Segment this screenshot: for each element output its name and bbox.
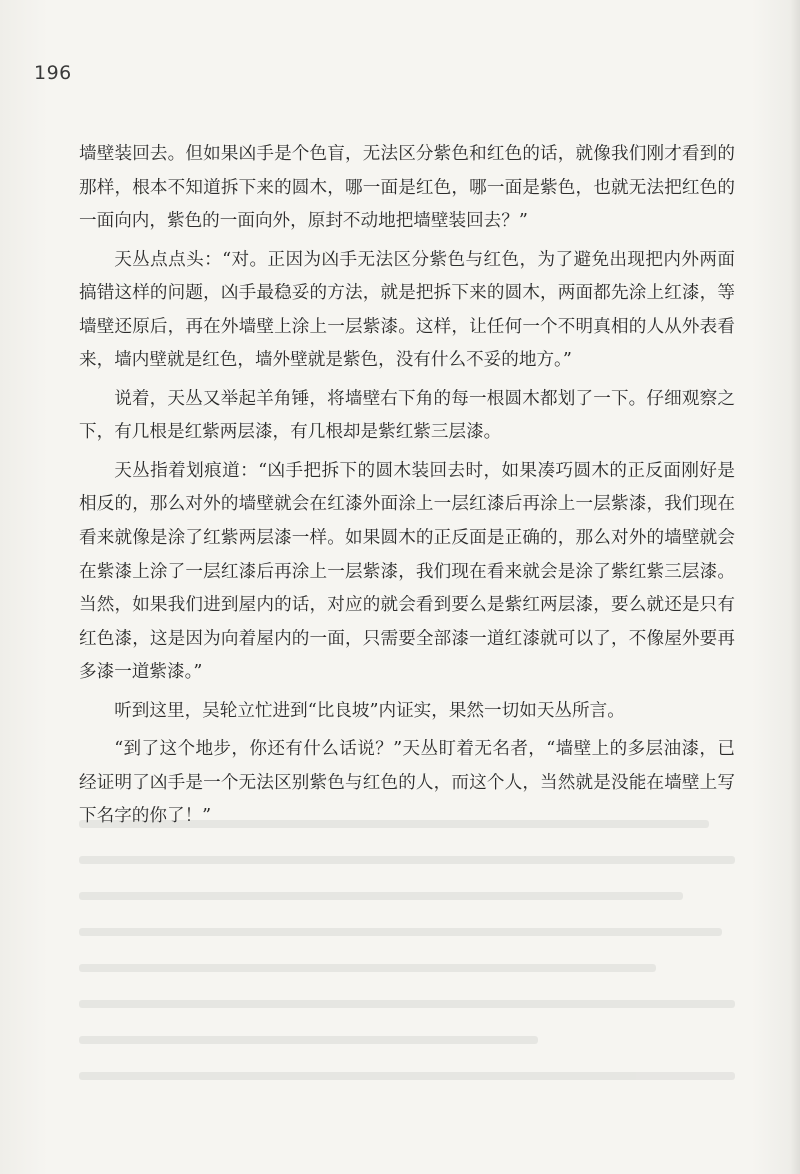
paragraph: 说着，天丛又举起羊角锤，将墙壁右下角的每一根圆木都划了一下。仔细观察之下，有几根是红紫两层漆，有几根却是紫红紫三层漆。: [79, 388, 735, 443]
bleed-through-line: [79, 856, 735, 864]
body-text: [79, 138, 735, 839]
bleed-through-shadow: [79, 820, 735, 1120]
paragraph: 墙壁装回去。但如果凶手是个色盲，无法区分紫色和红色的话，就像我们刚才看到的那样，根本不知道拆下来的圆木，哪一面是红色，哪一面是紫色，也就无法把红色的一面向内，紫色的一面向外，原封不动地把墙壁装回去？”: [79, 144, 735, 232]
bleed-through-line: [79, 928, 722, 936]
bleed-through-line: [79, 820, 709, 828]
page-number: 196: [34, 62, 72, 84]
bleed-through-line: [79, 964, 656, 972]
bleed-through-line: [79, 1000, 735, 1008]
bleed-through-line: [79, 1072, 735, 1080]
bleed-through-line: [79, 1036, 538, 1044]
paragraph: 天丛指着划痕道：“凶手把拆下的圆木装回去时，如果凑巧圆木的正反面刚好是相反的，那么对外的墙壁就会在红漆外面涂上一层红漆后再涂上一层紫漆，我们现在看来就像是涂了红紫两层漆一样。如果圆木的正反面是正确的，那么对外的墙壁就会在紫漆上涂了一层红漆后再涂上一层紫漆，我们现在看来就会是涂了紫红紫三层漆。当然，如果我们进到屋内的话，对应的就会看到要么是紫红两层漆，要么就还是只有红色漆，这是因为向着屋内的一面，只需要全部漆一道红漆就可以了，不像屋外要再多漆一道紫漆。”: [79, 460, 735, 683]
paragraph: 听到这里，吴轮立忙进到“比良坡”内证实，果然一切如天丛所言。: [114, 700, 625, 721]
paragraph: 天丛点点头：“对。正因为凶手无法区分紫色与红色，为了避免出现把内外两面搞错这样的问题，凶手最稳妥的方法，就是把拆下来的圆木，两面都先涂上红漆，等墙壁还原后，再在外墙壁上涂上一层紫漆。这样，让任何一个不明真相的人从外表看来，墙内壁就是红色，墙外壁就是紫色，没有什么不妥的地方。”: [79, 249, 735, 371]
bleed-through-line: [79, 892, 683, 900]
page-edge-shadow: [790, 0, 800, 1174]
paragraph: “到了这个地步，你还有什么话说？”天丛盯着无名者，“墙壁上的多层油漆，已经证明了凶手是一个无法区别紫色与红色的人，而这个人，当然就是没能在墙壁上写下名字的你了！”: [79, 739, 735, 827]
